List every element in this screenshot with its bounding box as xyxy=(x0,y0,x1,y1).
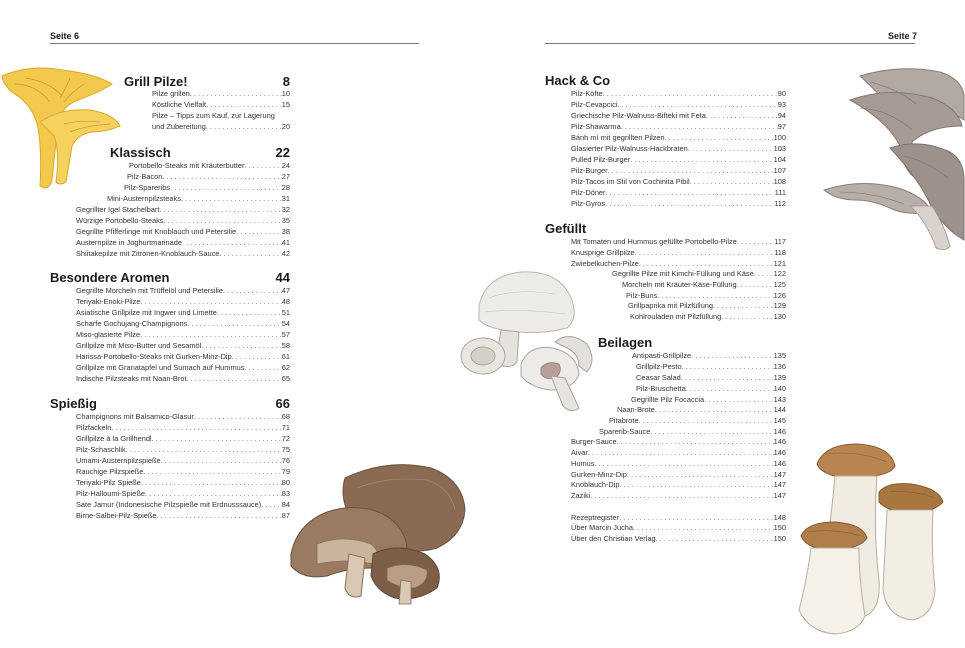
section-title: Grill Pilze! xyxy=(124,74,188,89)
toc-entry[interactable]: Pilz-Shawarma . . . 97 xyxy=(571,121,786,132)
toc-entry[interactable]: Grillpilze mit Miso-Butter und Sesamöl . . . 58 xyxy=(76,340,290,351)
champignon-illustration xyxy=(455,268,600,416)
toc-entry[interactable]: Indische Pilzsteaks mit Naan-Brot . . . 65 xyxy=(76,373,290,384)
toc-entry[interactable]: Griechische Pilz-Walnuss-Bifteki mit Feta . . . 94 xyxy=(571,110,786,121)
section-title: Besondere Aromen xyxy=(50,270,170,285)
toc-entry[interactable]: Rauchige Pilzspieße . . . 79 xyxy=(76,466,290,477)
toc-entry[interactable]: Pilz-Köfte . . . 90 xyxy=(571,88,786,99)
toc-entry[interactable]: Teriyaki-Pilz Spieße . . . 80 xyxy=(76,477,290,488)
toc-entry[interactable]: Pilz-Tacos im Stil von Cochinita Pibil . . . 108 xyxy=(571,176,786,187)
toc-entry[interactable]: Rezeptregister . . . 148 xyxy=(571,512,786,523)
section-title: Spießig xyxy=(50,396,97,411)
toc-entry[interactable]: Morcheln mit Kräuter-Käse-Füllung . . . 125 xyxy=(622,279,786,290)
toc-entry[interactable]: Mini-Austernpilzsteaks . . . 31 xyxy=(107,193,290,204)
section-besondere-aromen[interactable] xyxy=(50,270,290,285)
toc-entry[interactable]: Über den Christian Verlag . . . 150 xyxy=(571,533,786,544)
toc-entry[interactable]: Scharfe Gochujang-Champignons . . . 54 xyxy=(76,318,290,329)
toc-entry[interactable]: Champignons mit Balsamico-Glasur . . . 68 xyxy=(76,411,290,422)
toc-entry[interactable]: Knoblauch-Dip . . . 147 xyxy=(571,479,786,490)
toc-entry[interactable]: Zwiebelkuchen-Pilze . . . 121 xyxy=(571,258,786,269)
toc-entry[interactable]: Aivar . . . 146 xyxy=(571,447,786,458)
oyster-mushroom-illustration xyxy=(820,60,965,255)
toc-entry[interactable]: Harissa-Portobello-Steaks mit Gurken-Minz-Dip . . . 61 xyxy=(76,351,290,362)
toc-entry[interactable]: Grillpaprika mit Pilzfüllung . . . 129 xyxy=(628,300,786,311)
toc-entry[interactable]: Grillpilz-Pesto . . . 136 xyxy=(636,361,786,372)
toc-entry[interactable]: Pilz-Gyros . . . 112 xyxy=(571,198,786,209)
section-gefuellt[interactable] xyxy=(545,221,745,236)
toc-entry[interactable]: Zaziki . . . 147 xyxy=(571,490,786,501)
toc-entry[interactable]: Pilze – Tipps zum Kauf, zur Lagerung xyxy=(152,111,275,120)
section-hack-und-co[interactable] xyxy=(545,73,785,88)
section-title: Beilagen xyxy=(598,335,653,350)
toc-entry[interactable]: Glasierter Pilz-Walnuss-Hackbraten . . . 103 xyxy=(571,143,786,154)
section-grill-pilze[interactable] xyxy=(124,74,290,89)
toc-entry[interactable]: Austernpilze in Joghurtmarinade . . . 41 xyxy=(76,237,290,248)
toc-entry[interactable]: Gegrillter Igel Stachelbart . . . 32 xyxy=(76,204,290,215)
toc-entry[interactable]: Burger-Sauce . . . 146 xyxy=(571,436,786,447)
toc-entry[interactable]: Gegrillte Pilz Focaccia . . . 143 xyxy=(631,394,786,405)
section-spiessig[interactable] xyxy=(50,396,290,411)
toc-entry[interactable]: Pitabrote . . . 145 xyxy=(609,415,786,426)
toc-entry[interactable]: Grillpilze mit Granatapfel und Sumach auf Hummus . . . 62 xyxy=(76,362,290,373)
toc-entry[interactable]: Gurken-Minz-Dip . . . 147 xyxy=(571,469,786,480)
toc-entry[interactable]: Pilz-Cevapcici . . . 93 xyxy=(571,99,786,110)
toc-entry[interactable]: Würzige Portobello-Steaks . . . 35 xyxy=(76,215,290,226)
section-title: Gefüllt xyxy=(545,221,587,236)
toc-entry[interactable]: Köstliche Vielfalt . . . 15 xyxy=(152,99,290,110)
toc-entry[interactable]: Pilzfackeln . . . 71 xyxy=(76,422,290,433)
toc-entry[interactable]: Knusprige Grillpilze . . . 118 xyxy=(571,247,786,258)
toc-entry[interactable]: Über Marcin Jucha . . . 150 xyxy=(571,522,786,533)
header-rule-left xyxy=(50,43,419,44)
toc-entry[interactable]: Sparerib-Sauce . . . 146 xyxy=(599,426,786,437)
toc-entry[interactable]: Birne-Salbei-Pilz-Spieße . . . 87 xyxy=(76,510,290,521)
toc-entry[interactable]: Shiitakepilze mit Zitronen-Knoblauch-Sauce . . . 42 xyxy=(76,248,290,259)
portobello-illustration xyxy=(287,458,467,608)
toc-entry[interactable]: Antipasti-Grillpilze . . . 135 xyxy=(632,350,786,361)
toc-entry[interactable]: Pilz-Spareribs . . . 28 xyxy=(124,182,290,193)
king-oyster-illustration xyxy=(795,440,950,640)
toc-entry[interactable]: Bánh mì mit gegrillten Pilzen . . . 100 xyxy=(571,132,786,143)
section-page: 22 xyxy=(275,145,290,160)
section-page: 44 xyxy=(275,270,290,285)
toc-entry[interactable]: Grillpilze à la Grillhendl . . . 72 xyxy=(76,433,290,444)
chanterelle-illustration xyxy=(0,62,122,192)
toc-entry[interactable]: Humus . . . 146 xyxy=(571,458,786,469)
section-title: Hack & Co xyxy=(545,73,611,88)
toc-entry[interactable]: Miso-glasierte Pilze . . . 57 xyxy=(76,329,290,340)
header-rule-right xyxy=(545,43,915,44)
page-number-left: Seite 6 xyxy=(50,31,80,41)
toc-entry[interactable]: und Zubereitung . . . 20 xyxy=(152,121,290,132)
toc-entry[interactable]: Pilz-Schaschlik . . . 75 xyxy=(76,444,290,455)
toc-entry[interactable]: Ceasar Salad . . . 139 xyxy=(636,372,786,383)
section-klassisch[interactable] xyxy=(110,145,290,160)
toc-entry[interactable]: Kohlrouladen mit Pilzfüllung . . . 130 xyxy=(630,311,786,322)
toc-entry[interactable]: Portobello-Steaks mit Kräuterbutter . . . 24 xyxy=(129,160,290,171)
toc-entry[interactable]: Pilz-Halloumi-Spieße . . . 83 xyxy=(76,488,290,499)
toc-entry[interactable]: Gegrillte Morcheln mit Trüffelöl und Petersilie . . . 47 xyxy=(76,285,290,296)
section-title: Klassisch xyxy=(110,145,171,160)
toc-entry[interactable]: Pilz-Döner . . . 111 xyxy=(571,187,786,198)
section-page: 8 xyxy=(282,74,290,89)
toc-entry[interactable]: Pilz-Bruschetta . . . 140 xyxy=(636,383,786,394)
toc-entry[interactable]: Gegrillte Pilze mit Kimchi-Füllung und Käse . . . 122 xyxy=(612,268,786,279)
page-number-right: Seite 7 xyxy=(888,31,918,41)
toc-entry[interactable]: Pilz-Bacon . . . 27 xyxy=(127,171,290,182)
toc-entry[interactable]: Umami-Austernpilzspieße . . . 76 xyxy=(76,455,290,466)
toc-entry[interactable]: Teriyaki-Enoki-Pilze . . . 48 xyxy=(76,296,290,307)
section-page: 66 xyxy=(275,396,290,411)
toc-entry[interactable]: Sate Jamur (Indonesische Pilzspieße mit Erdnusssauce) . . . 84 xyxy=(76,499,290,510)
section-beilagen[interactable] xyxy=(598,335,748,350)
toc-entry[interactable]: Naan-Brote . . . 144 xyxy=(617,404,786,415)
toc-entry[interactable]: Asiatische Grillpilze mit Ingwer und Limette . . . 51 xyxy=(76,307,290,318)
toc-entry[interactable]: Pilze grillen . . . 10 xyxy=(152,88,290,99)
toc-entry[interactable]: Pulled Pilz-Burger . . . 104 xyxy=(571,154,786,165)
toc-entry[interactable]: Pilz-Buns . . . 126 xyxy=(626,290,786,301)
toc-entry[interactable]: Gegrillte Pfifferlinge mit Knoblauch und Petersilie . . . 38 xyxy=(76,226,290,237)
toc-entry[interactable]: Mit Tomaten und Hummus gefüllte Portobello-Pilze . . . 117 xyxy=(571,236,786,247)
toc-entry[interactable]: Pilz-Burger . . . 107 xyxy=(571,165,786,176)
